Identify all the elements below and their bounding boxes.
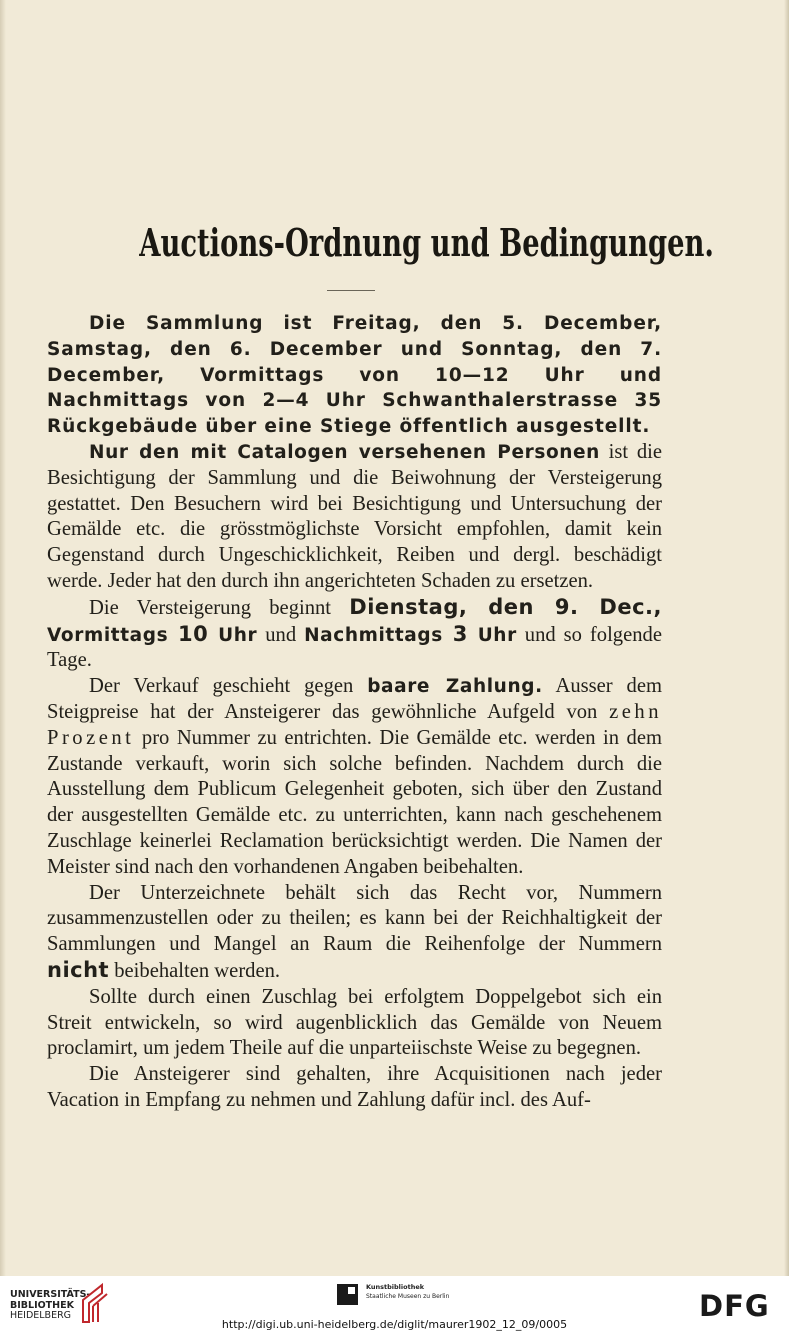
paragraph-exhibition: Die Sammlung ist Freitag, den 5. December, Samstag, den 6. December und Sonntag, den 7. December, Vormittags von 10—12 Uhr und Nachmittags von 2—4 Uhr Schwanthalerstrasse 35 Rückgebäude über eine Stiege öffentlich ausgestellt. [47, 313, 662, 438]
digitization-footer [0, 1276, 789, 1333]
paragraph-numbering: Der Unterzeichnete behält sich das Recht vor, Nummern zusammenzustellen oder zu theilen; es kann bei der Reichhaltigkeit der Sammlungen und Mangel an Raum die Reihenfolge der Nummern nicht beibehalten werden. [47, 881, 662, 982]
payment-emphasis: baare Zahlung. [367, 676, 543, 698]
kunstbibliothek-label[interactable]: Kunstbibliothek Staatliche Museen zu Berlin [366, 1283, 450, 1300]
page-title: Auctions-Ordnung und Bedingungen. [139, 220, 714, 265]
ub-heidelberg-logo[interactable]: UNIVERSITÄTS- BIBLIOTHEK HEIDELBERG [10, 1289, 91, 1321]
page-edge-left [0, 0, 6, 1276]
dfg-logo[interactable]: DFG [699, 1289, 770, 1323]
paragraph-dispute: Sollte durch einen Zuschlag bei erfolgtem Doppelgebot sich ein Streit entwickeln, so wird augenblicklich das Gemälde von Neuem proclamirt, um jedem Theile auf die unparteiischste Weise zu begegnen. [47, 985, 662, 1060]
paragraph-auction-start: Die Versteigerung beginnt Dienstag, den 9. Dec., Vormittags 10 Uhr und Nachmittags 3 Uhr und so folgende Tage. [47, 594, 662, 672]
nicht-emphasis: nicht [47, 957, 110, 982]
body-text [47, 311, 662, 1114]
paragraph-acquisitions: Die Ansteigerer sind gehalten, ihre Acquisitionen nach jeder Vacation in Empfang zu nehmen und Zahlung dafür incl. des Auf- [47, 1063, 662, 1111]
title-rule [327, 290, 375, 291]
catalogue-emphasis: Nur den mit Catalogen versehenen Personen [89, 441, 600, 463]
paragraph-payment: Der Verkauf geschieht gegen baare Zahlung. Ausser dem Steigpreise hat der Ansteigerer das gewöhnliche Aufgeld von zehn Prozent pro Nummer zu entrichten. Die Gemälde etc. werden in dem Zustande verkauft, worin sich solche befinden. Nachdem durch die Ausstellung dem Publicum Gelegenheit geboten, sich über den Zustand der ausgestellten Gemälde etc. zu unterrichten, kann nach geschehenem Zuschlage keinerlei Reclamation berücksichtigt werden. Die Namen der Meister sind nach den vorhandenen Angaben beibehalten. [47, 675, 663, 878]
auction-date: Dienstag, den 9. Dec., [349, 594, 662, 619]
kunstbibliothek-logo-icon [337, 1284, 358, 1305]
page-url[interactable]: http://digi.ub.uni-heidelberg.de/diglit/maurer1902_12_09/0005 [221, 1318, 568, 1331]
page-edge-right [784, 0, 789, 1276]
paragraph-catalogue: Nur den mit Catalogen versehenen Personen ist die Besichtigung der Sammlung und die Beiwohnung der Versteigerung gestattet. Den Besuchern wird bei Besichtigung und Untersuchung der Gemälde etc. die grösstmöglichste Vorsicht empfohlen, damit kein Gegenstand durch Ungeschicklichkeit, Reiben und dergl. beschädigt werde. Jeder hat den durch ihn angerichteten Schaden zu ersetzen. [47, 440, 662, 592]
